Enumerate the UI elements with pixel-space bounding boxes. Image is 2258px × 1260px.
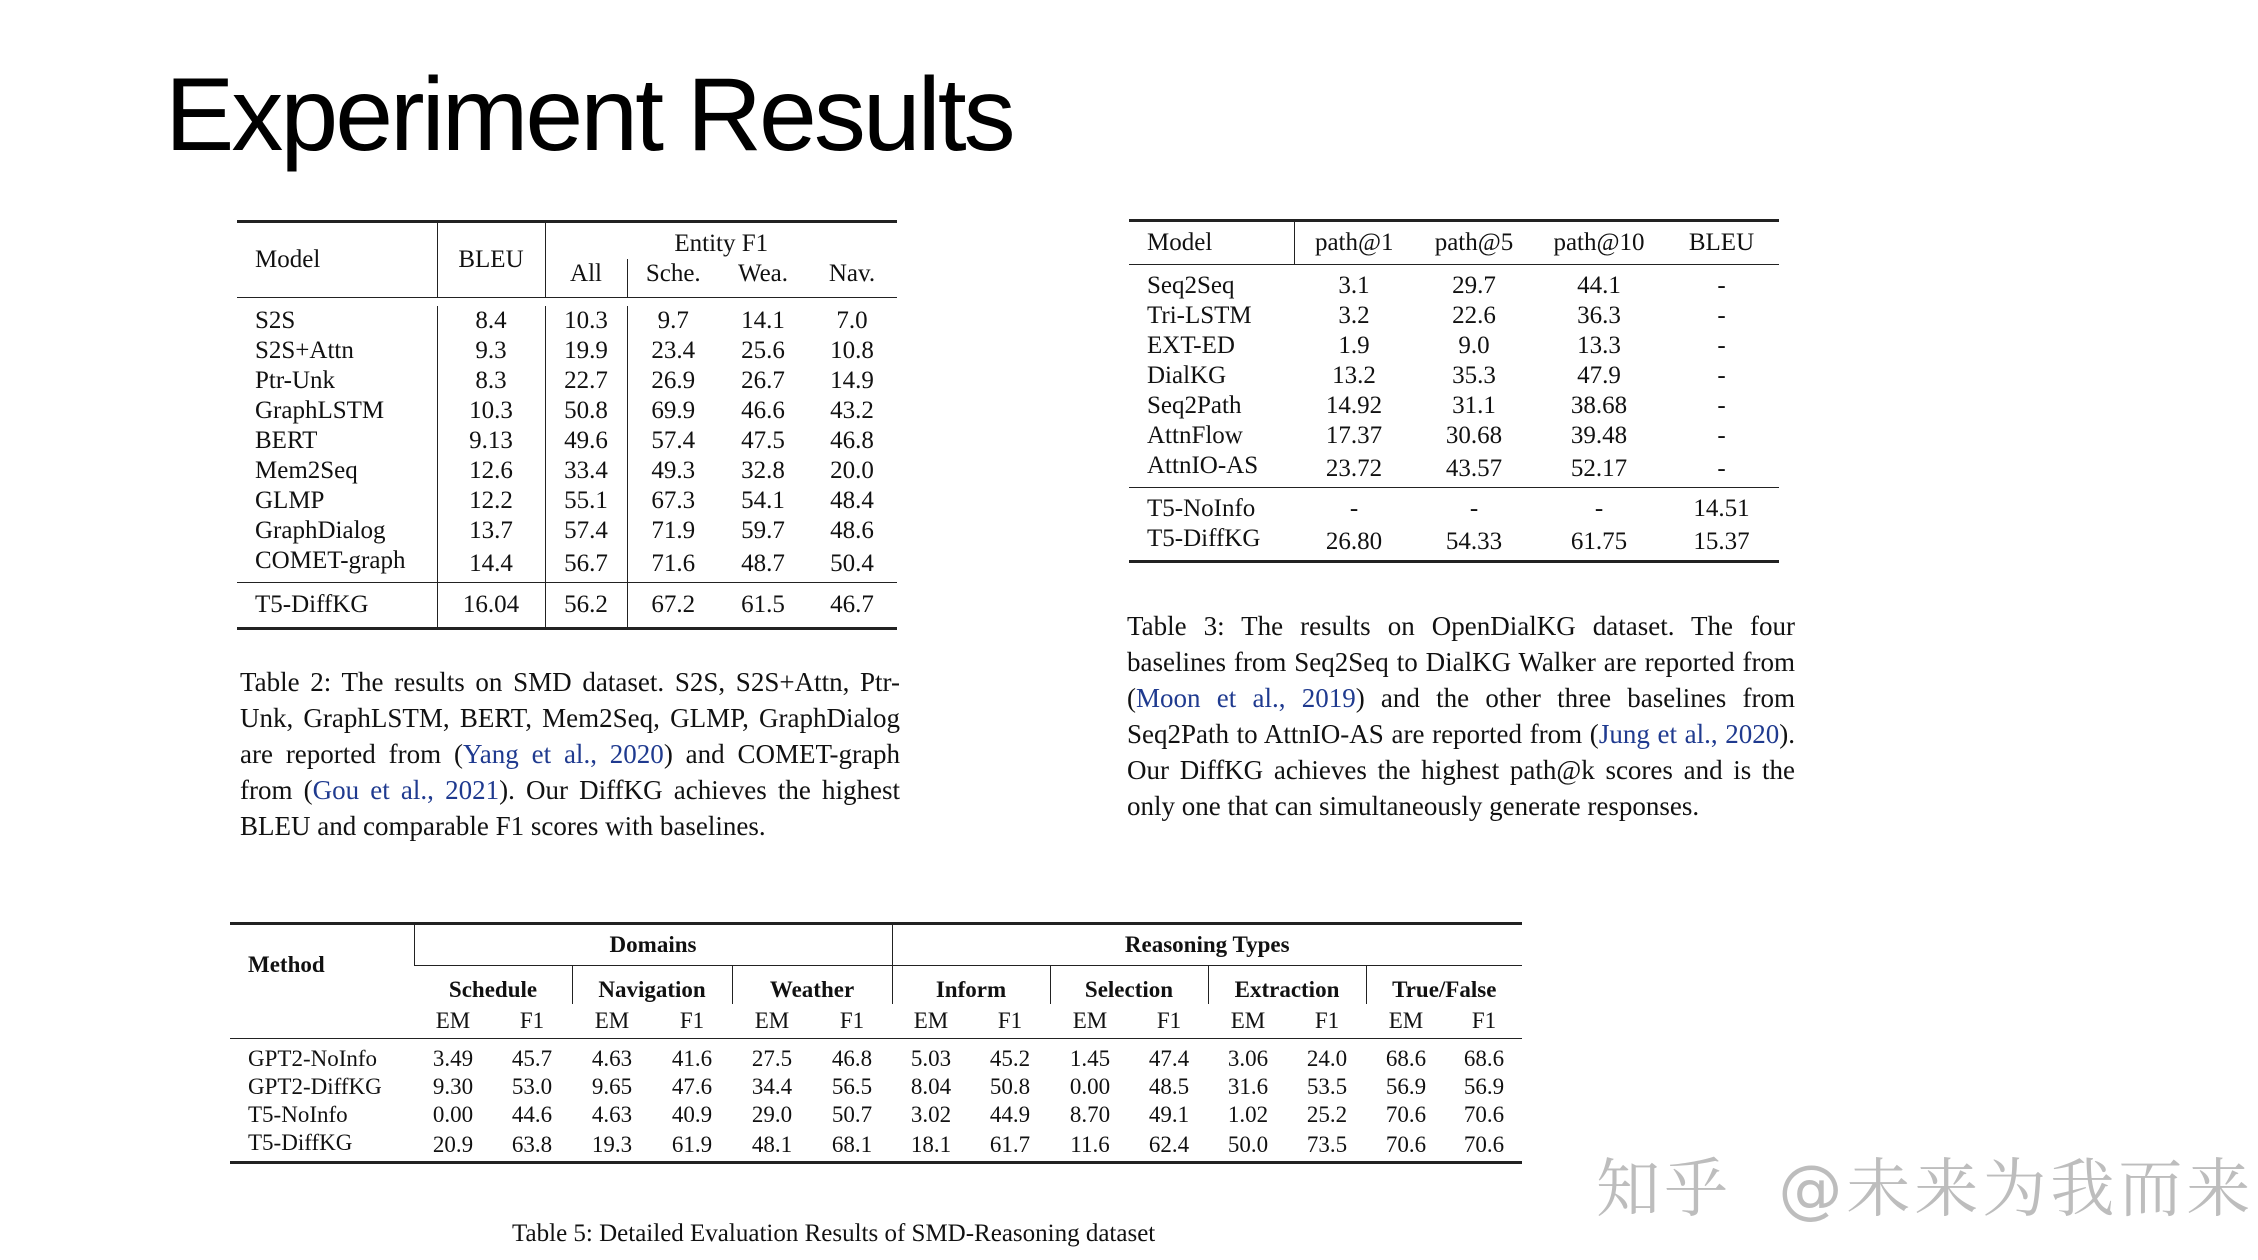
table5-cell: 53.5 [1306, 1074, 1348, 1099]
caption-text: ). Our DiffKG achieves the highest path@k scores and is the only one that can simultaneously generate responses. [1127, 719, 1795, 821]
table5-group-reasoning-types: Reasoning Types [892, 924, 1522, 966]
table5-cell: GPT2-DiffKG [248, 1074, 382, 1099]
table5-cell: 45.2 [989, 1046, 1031, 1071]
table-row [1129, 524, 1779, 562]
table5-metric-em: EM [913, 1008, 949, 1033]
table5-cell: 68.1 [831, 1132, 873, 1157]
table5-cell: 70.6 [1385, 1102, 1427, 1127]
table-row [1129, 494, 1779, 524]
table5-sub-inform: Inform [892, 966, 1050, 1005]
table5-header-method: Method [248, 951, 325, 977]
table2-cell: 47.5 [741, 427, 785, 454]
table-row [237, 426, 897, 456]
table3-cell: - [1717, 455, 1726, 482]
table5-cell [230, 1004, 414, 1039]
table3-cell: 3.2 [1338, 302, 1370, 329]
table2-cell: 14.4 [437, 546, 545, 583]
table3-cell: 43.57 [1445, 455, 1503, 482]
table3-cell: - [1469, 495, 1479, 522]
table2-cell: 26.7 [741, 367, 785, 394]
table2-cell: 14.9 [830, 367, 874, 394]
table2-cell: GLMP [237, 486, 437, 516]
table3-cell: 23.72 [1325, 455, 1383, 482]
table3-cell: Tri-LSTM [1147, 302, 1252, 329]
table3-cell: - [1717, 422, 1726, 449]
table3-cell: - [1717, 392, 1726, 419]
table5-metric-em: EM [435, 1008, 471, 1033]
table5-metric-em: EM [754, 1008, 790, 1033]
table5-cell: 68.6 [1385, 1046, 1427, 1071]
table3-cell: 29.7 [1452, 272, 1496, 299]
table2-cell: 46.8 [830, 427, 874, 454]
table-row [1129, 451, 1779, 488]
table3-header-path10: path@10 [1553, 229, 1645, 256]
table3-cell: 3.1 [1338, 272, 1370, 299]
table2-header-bleu: BLEU [437, 222, 545, 298]
table-row [237, 366, 897, 396]
table5-cell: 62.4 [1148, 1132, 1190, 1157]
table2-cell: 69.9 [651, 397, 696, 424]
table2-cell: 57.4 [545, 516, 627, 546]
table5-caption: Table 5: Detailed Evaluation Results of SMD-Reasoning dataset [512, 1220, 1156, 1247]
table-row [237, 456, 897, 486]
table-row [230, 1045, 1522, 1073]
table5-sub-navigation: Navigation [572, 966, 732, 1005]
table2-cell: 49.6 [545, 426, 627, 456]
table2-cell: BERT [237, 426, 437, 456]
table5-cell: 61.9 [671, 1132, 713, 1157]
table5-cell: 4.63 [591, 1046, 633, 1071]
table2-cell: 26.9 [651, 367, 696, 394]
table5-cell: 56.5 [831, 1074, 873, 1099]
table5-cell: 8.70 [1069, 1102, 1111, 1127]
table2-cell: 67.3 [651, 487, 696, 514]
table5-cell: 25.2 [1306, 1102, 1348, 1127]
table2-header-all: All [545, 259, 627, 298]
table5-cell: GPT2-NoInfo [248, 1046, 378, 1071]
table2-cell: 8.4 [437, 306, 545, 336]
table5-cell: 31.6 [1227, 1074, 1269, 1099]
table2-cell: T5-DiffKG [237, 583, 437, 629]
table5-metric-em: EM [594, 1008, 630, 1033]
table2-cell: 71.9 [651, 517, 696, 544]
table2-cell: S2S+Attn [237, 336, 437, 366]
table5-cell: 70.6 [1385, 1132, 1427, 1157]
table2-cell: 10.8 [830, 337, 874, 364]
table3-cell: 9.0 [1458, 332, 1490, 359]
table2-cell: S2S [237, 306, 437, 336]
table3-cell: 26.80 [1325, 528, 1383, 555]
table2-cell: 59.7 [741, 517, 785, 544]
table3-cell: 47.9 [1577, 362, 1621, 389]
table2-cell: 12.2 [437, 486, 545, 516]
table3-cell: - [1717, 302, 1726, 329]
table3-cell: 44.1 [1577, 272, 1621, 299]
table2-cell: 20.0 [830, 457, 874, 484]
table5-group-domains: Domains [414, 924, 892, 966]
table5-cell: 34.4 [751, 1074, 793, 1099]
table3-cell: T5-NoInfo [1147, 495, 1256, 522]
table-row [1129, 301, 1779, 331]
table-row [1129, 331, 1779, 361]
zhihu-watermark [1596, 1138, 2254, 1230]
table3-cell: 36.3 [1577, 302, 1621, 329]
table5-cell: 70.6 [1463, 1132, 1505, 1157]
caption-text: ). Our DiffKG achieves the highest BLEU and comparable F1 scores with baselines. [240, 775, 900, 841]
table2-cell: 43.2 [830, 397, 874, 424]
table2-cell: 61.5 [741, 591, 785, 618]
table3-cell: - [1717, 272, 1726, 299]
table3-cell: 22.6 [1452, 302, 1496, 329]
table2-cell: 33.4 [545, 456, 627, 486]
table5-cell: 50.0 [1227, 1132, 1269, 1157]
table-row [230, 1073, 1522, 1101]
table2-cell: 9.3 [437, 336, 545, 366]
table2-cell: 56.7 [545, 546, 627, 583]
table3-cell: Seq2Path [1147, 392, 1242, 419]
table5-cell: 3.06 [1227, 1046, 1269, 1071]
caption-text: ) and the other three baselines from Seq2Path to AttnIO-AS are reported from ( [1127, 683, 1795, 749]
table2-cell: 25.6 [741, 337, 785, 364]
table2-cell: GraphLSTM [237, 396, 437, 426]
table3-cell: Seq2Seq [1147, 272, 1235, 299]
zhihu-logo-text: 知乎 [1596, 1153, 1732, 1227]
table5-cell: 3.49 [432, 1046, 474, 1071]
citation-link[interactable]: Jung et al., 2020 [1598, 719, 1780, 749]
table5-cell: 70.6 [1463, 1102, 1505, 1127]
citation-link[interactable]: Gou et al., 2021 [312, 775, 500, 805]
citation-link[interactable]: Moon et al., 2019 [1136, 683, 1356, 713]
table3-cell: 54.33 [1445, 528, 1503, 555]
table3-cell: EXT-ED [1147, 332, 1235, 359]
table5-metric-em: EM [1230, 1008, 1266, 1033]
table3-cell: AttnIO-AS [1147, 452, 1259, 479]
table5-cell: 18.1 [910, 1132, 952, 1157]
table5-metric-em: EM [1072, 1008, 1108, 1033]
table-row [237, 516, 897, 546]
table5-cell: 8.04 [910, 1074, 952, 1099]
table2-cell: 32.8 [741, 457, 785, 484]
table5-cell: 45.7 [511, 1046, 553, 1071]
table2-cell: 22.7 [545, 366, 627, 396]
table3-cell: AttnFlow [1147, 422, 1243, 449]
table2-cell: 9.7 [657, 307, 689, 334]
table3-cell: 13.3 [1577, 332, 1621, 359]
table2-cell: 48.4 [830, 487, 874, 514]
table5-sub-selection: Selection [1050, 966, 1208, 1005]
table2-cell: 48.7 [741, 550, 785, 577]
table3-cell: 14.92 [1325, 392, 1383, 419]
slide-title: Experiment Results [165, 57, 1013, 173]
table2-cell: 48.6 [830, 517, 874, 544]
table2-cell: Mem2Seq [237, 456, 437, 486]
table-row [237, 486, 897, 516]
table5-cell: 0.00 [432, 1102, 474, 1127]
citation-link[interactable]: Yang et al., 2020 [462, 739, 664, 769]
table5-metric-em: EM [1388, 1008, 1424, 1033]
table5-cell: 68.6 [1463, 1046, 1505, 1071]
table3-header-path5: path@5 [1434, 229, 1514, 256]
table3-cell: 31.1 [1452, 392, 1496, 419]
table5-sub-true-false: True/False [1366, 966, 1522, 1005]
table5-cell: 29.0 [751, 1102, 793, 1127]
table5-metric-f1: F1 [1156, 1008, 1182, 1033]
table2-cell: 71.6 [651, 550, 696, 577]
table2-caption [240, 664, 900, 844]
table5-cell: 46.8 [831, 1046, 873, 1071]
table5-metric-f1: F1 [679, 1008, 705, 1033]
table2-cell: 19.9 [545, 336, 627, 366]
table5-sub-extraction: Extraction [1208, 966, 1366, 1005]
table5-cell: 56.9 [1385, 1074, 1427, 1099]
table3-cell: - [1349, 495, 1359, 522]
table5-cell: 50.7 [831, 1102, 873, 1127]
table2-cell: 9.13 [437, 426, 545, 456]
table3-opendialkg-results [1129, 219, 1779, 563]
table3-header-path1: path@1 [1314, 229, 1394, 256]
table-row [1129, 271, 1779, 301]
table3-cell: DialKG [1147, 362, 1227, 389]
table5-cell: 5.03 [910, 1046, 952, 1071]
table3-cell: 13.2 [1332, 362, 1376, 389]
table2-cell: 46.7 [830, 591, 874, 618]
table3-cell: 39.48 [1570, 422, 1628, 449]
table5-cell: T5-DiffKG [248, 1130, 353, 1155]
table3-cell: 17.37 [1325, 422, 1383, 449]
table-row [237, 583, 897, 629]
table5-cell: 24.0 [1306, 1046, 1348, 1071]
caption-text: Table 3: The results on OpenDialKG dataset. The four baselines from Seq2Seq to DialKG Walker are reported from ( [1127, 611, 1795, 713]
table2-cell: 8.3 [437, 366, 545, 396]
caption-text: Table 2: The results on SMD dataset. S2S, S2S+Attn, Ptr-Unk, GraphLSTM, BERT, Mem2Seq, GLMP, GraphDialog are reported from ( [240, 667, 900, 769]
table5-metric-f1: F1 [1314, 1008, 1340, 1033]
table5-sub-weather: Weather [732, 966, 892, 1005]
table2-cell: GraphDialog [237, 516, 437, 546]
table5-cell: 1.02 [1227, 1102, 1269, 1127]
table2-header-entity-f1: Entity F1 [674, 230, 769, 257]
table2-cell: 12.6 [437, 456, 545, 486]
table5-cell: 47.4 [1148, 1046, 1190, 1071]
table3-cell: 61.75 [1570, 528, 1628, 555]
table3-cell: - [1717, 332, 1726, 359]
table2-cell: 55.1 [545, 486, 627, 516]
table2-header-nav: Nav. [828, 260, 876, 287]
table5-sub-schedule: Schedule [448, 977, 538, 1002]
table3-cell: - [1594, 495, 1604, 522]
table3-cell: 30.68 [1445, 422, 1503, 449]
table5-metric-f1: F1 [519, 1008, 545, 1033]
watermark-handle: @未来为我而来 [1778, 1153, 2255, 1227]
table-row [1129, 391, 1779, 421]
caption-text: ) and COMET-graph from ( [240, 739, 900, 805]
table3-header-bleu: BLEU [1688, 229, 1755, 256]
table5-cell: 19.3 [591, 1132, 633, 1157]
table3-caption [1127, 608, 1795, 824]
table3-cell: 14.51 [1693, 495, 1750, 522]
table2-header-sche: Sche. [645, 260, 701, 287]
table5-metric-f1: F1 [1471, 1008, 1497, 1033]
table-row [1129, 421, 1779, 451]
table3-cell: 1.9 [1338, 332, 1370, 359]
table5-cell: 63.8 [511, 1132, 553, 1157]
table2-cell: 49.3 [651, 457, 696, 484]
table5-metric-f1: F1 [839, 1008, 865, 1033]
table5-cell: 50.8 [989, 1074, 1031, 1099]
table2-cell: 13.7 [437, 516, 545, 546]
table5-cell: 4.63 [591, 1102, 633, 1127]
table3-cell: 38.68 [1570, 392, 1628, 419]
table2-cell: 57.4 [651, 427, 696, 454]
table2-cell: Ptr-Unk [237, 366, 437, 396]
table2-cell: 54.1 [741, 487, 785, 514]
table5-cell: 48.1 [751, 1132, 793, 1157]
table-row [237, 336, 897, 366]
table5-cell: 47.6 [671, 1074, 713, 1099]
table-row [237, 306, 897, 336]
table5-cell: 11.6 [1070, 1132, 1110, 1157]
table5-metric-f1: F1 [997, 1008, 1023, 1033]
table5-cell: 61.7 [989, 1132, 1031, 1157]
table5-cell: 56.9 [1463, 1074, 1505, 1099]
table-row [237, 396, 897, 426]
table5-cell: 9.30 [432, 1074, 474, 1099]
table-row [230, 1101, 1522, 1129]
table2-cell: 16.04 [437, 583, 545, 629]
table2-header-wea: Wea. [737, 260, 789, 287]
table5-cell: 44.6 [511, 1102, 553, 1127]
table3-cell: 15.37 [1693, 528, 1750, 555]
table5-cell: 49.1 [1148, 1102, 1190, 1127]
table5-cell: 9.65 [591, 1074, 633, 1099]
table5-smd-reasoning-results [230, 922, 1522, 1164]
table2-cell: 50.4 [830, 550, 874, 577]
table2-cell: 7.0 [836, 307, 868, 334]
table5-cell: 27.5 [751, 1046, 793, 1071]
table5-cell: 40.9 [671, 1102, 713, 1127]
table-row [237, 546, 897, 583]
table2-cell: 23.4 [651, 337, 696, 364]
table2-cell: 50.8 [545, 396, 627, 426]
table2-cell: 67.2 [651, 591, 696, 618]
table2-cell: 14.1 [741, 307, 785, 334]
table5-cell: 0.00 [1069, 1074, 1111, 1099]
table2-cell: COMET-graph [237, 546, 437, 583]
table5-cell: 20.9 [432, 1132, 474, 1157]
table3-cell: - [1717, 362, 1726, 389]
table5-cell: 44.9 [989, 1102, 1031, 1127]
table-row [1129, 361, 1779, 391]
table3-cell: T5-DiffKG [1147, 525, 1261, 552]
table5-cell: 73.5 [1306, 1132, 1348, 1157]
table2-cell: 46.6 [741, 397, 785, 424]
table2-smd-results [237, 220, 897, 630]
table5-cell: 3.02 [910, 1102, 952, 1127]
table2-cell: 10.3 [545, 306, 627, 336]
table2-cell: 56.2 [545, 583, 627, 629]
table5-cell: T5-NoInfo [248, 1102, 348, 1127]
table2-header-model: Model [237, 222, 437, 298]
table5-cell: 53.0 [511, 1074, 553, 1099]
table5-cell: 41.6 [671, 1046, 713, 1071]
table3-cell: 52.17 [1570, 455, 1628, 482]
table3-header-model: Model [1129, 221, 1294, 265]
table5-cell: 1.45 [1069, 1046, 1111, 1071]
table3-cell: 35.3 [1452, 362, 1496, 389]
table-row [230, 1129, 1522, 1163]
table5-cell: 48.5 [1148, 1074, 1190, 1099]
table2-cell: 10.3 [437, 396, 545, 426]
